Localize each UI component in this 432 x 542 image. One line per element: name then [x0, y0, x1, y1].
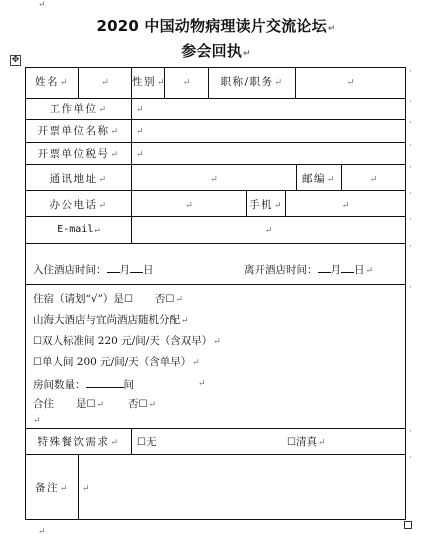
share-yes-checkbox[interactable]: ☐: [86, 399, 96, 410]
paragraph-mark: ↵: [365, 266, 374, 276]
hotel-assignment-line: 山海大酒店与宜尚酒店随机分配↵: [33, 314, 189, 326]
paragraph-mark: ↵: [181, 316, 189, 326]
paragraph-mark: ↵: [110, 127, 120, 137]
paragraph-mark: ↵: [96, 400, 105, 410]
double-room-checkbox[interactable]: ☐: [33, 336, 42, 347]
address-label-cell: 通讯地址↵: [49, 173, 108, 185]
paragraph-mark: ↵: [192, 358, 200, 368]
email-label-cell: E-mail↵: [57, 224, 100, 235]
row-end-mark: ·: [409, 163, 412, 173]
diet-halal-option: ☐清真↵: [287, 436, 326, 448]
email-field[interactable]: ↵: [264, 226, 273, 236]
remarks-field[interactable]: ↵: [82, 484, 90, 494]
paragraph-mark: ↵: [327, 24, 336, 34]
work-unit-label-cell: 工作单位↵: [49, 103, 108, 115]
diet-halal-checkbox[interactable]: ☐: [287, 437, 296, 448]
paragraph-mark: ↵: [198, 379, 206, 389]
stay-no-checkbox[interactable]: ☐: [165, 294, 175, 305]
table-resize-handle[interactable]: [404, 521, 412, 529]
job-title-field[interactable]: ↵: [346, 78, 355, 88]
name-label-cell: 姓名↵: [34, 76, 70, 88]
paragraph-mark: ↵: [326, 175, 337, 185]
invoice-tax-label-cell: 开票单位税号↵: [37, 148, 120, 160]
checkin-time: 入住酒店时间： 月 日: [33, 261, 154, 277]
page-title: [0, 15, 432, 36]
single-room-checkbox[interactable]: ☐: [33, 357, 42, 368]
page-subtitle: [0, 40, 432, 61]
invoice-name-label-cell: 开票单位名称↵: [37, 125, 120, 137]
postcode-field[interactable]: ↵: [369, 175, 378, 185]
paragraph-mark: ↵: [38, 527, 46, 537]
share-room-line: 合住 是☐↵ 否☐↵: [33, 398, 157, 410]
diet-none-option: ☐无: [137, 436, 157, 448]
paragraph-mark: ↵: [110, 150, 120, 160]
paragraph-mark: ↵: [59, 484, 70, 494]
paragraph-mark: ↵: [243, 49, 251, 59]
paragraph-mark: ↵: [317, 438, 326, 448]
single-room-option: ☐单人间 200 元/间/天（含单早）↵: [33, 356, 200, 368]
registration-table: [25, 67, 406, 520]
row-end-mark: ·: [409, 453, 412, 463]
checkout-time: 离开酒店时间： 月 日↵: [244, 261, 373, 278]
name-field[interactable]: ↵: [101, 78, 109, 88]
paragraph-mark: ↵: [274, 78, 284, 88]
postcode-label-cell: 邮编↵: [301, 173, 337, 185]
job-title-label-cell: 职称/职务↵: [220, 76, 284, 88]
mobile-field[interactable]: ↵: [341, 201, 350, 211]
paragraph-mark: ↵: [33, 416, 41, 426]
office-phone-field[interactable]: ↵: [185, 201, 193, 211]
paragraph-mark: ↵: [213, 337, 221, 347]
paragraph-mark: ↵: [98, 201, 108, 211]
paragraph-mark: ↵: [94, 225, 100, 235]
room-count-line: 房间数量： 间: [33, 376, 134, 392]
stay-yes-checkbox[interactable]: ☐: [123, 294, 133, 305]
work-unit-field[interactable]: ↵: [136, 105, 144, 115]
gender-label-cell: 性别↵: [132, 76, 167, 88]
diet-label-cell: 特殊餐饮需求↵: [37, 436, 120, 448]
paragraph-mark: ↵: [273, 201, 284, 211]
paragraph-mark: ↵: [110, 438, 120, 448]
diet-none-checkbox[interactable]: ☐: [137, 437, 146, 448]
paragraph-mark: ↵: [148, 400, 157, 410]
office-phone-label-cell: 办公电话↵: [49, 199, 108, 211]
row-end-mark: ·: [409, 283, 412, 293]
row-end-mark: ·: [409, 215, 412, 225]
share-no-checkbox[interactable]: ☐: [138, 399, 148, 410]
address-field[interactable]: ↵: [210, 175, 218, 185]
row-end-mark: ·: [409, 118, 412, 128]
paragraph-mark: ↵: [98, 175, 108, 185]
row-end-mark: ·: [409, 189, 412, 199]
room-count-field[interactable]: [86, 376, 124, 388]
paragraph-mark: ↵: [59, 78, 70, 88]
invoice-name-field[interactable]: ↵: [136, 127, 144, 137]
mobile-label-cell: 手机↵: [248, 199, 284, 211]
row-end-mark: ·: [409, 242, 412, 252]
row-end-mark: ·: [409, 427, 412, 437]
paragraph-mark: ↵: [175, 295, 183, 305]
remarks-label-cell: 备注↵: [34, 482, 70, 494]
title-line-2: 参会回执: [181, 42, 243, 60]
title-line-1: 2020 中国动物病理读片交流论坛: [96, 17, 327, 35]
gender-field[interactable]: ↵: [182, 78, 191, 88]
table-move-handle-icon[interactable]: ✥: [11, 55, 20, 65]
row-end-mark: ·: [409, 67, 412, 77]
stay-option-line: 住宿（请划“√”）是☐ 否☐↵: [33, 293, 183, 305]
double-room-option: ☐双人标准间 220 元/间/天（含双早）↵: [33, 335, 221, 347]
paragraph-mark: ↵: [38, 0, 46, 10]
paragraph-mark: ↵: [157, 78, 167, 88]
row-end-mark: ·: [409, 141, 412, 151]
paragraph-mark: ↵: [98, 105, 108, 115]
invoice-tax-field[interactable]: ↵: [136, 150, 144, 160]
row-end-mark: ·: [409, 97, 412, 107]
